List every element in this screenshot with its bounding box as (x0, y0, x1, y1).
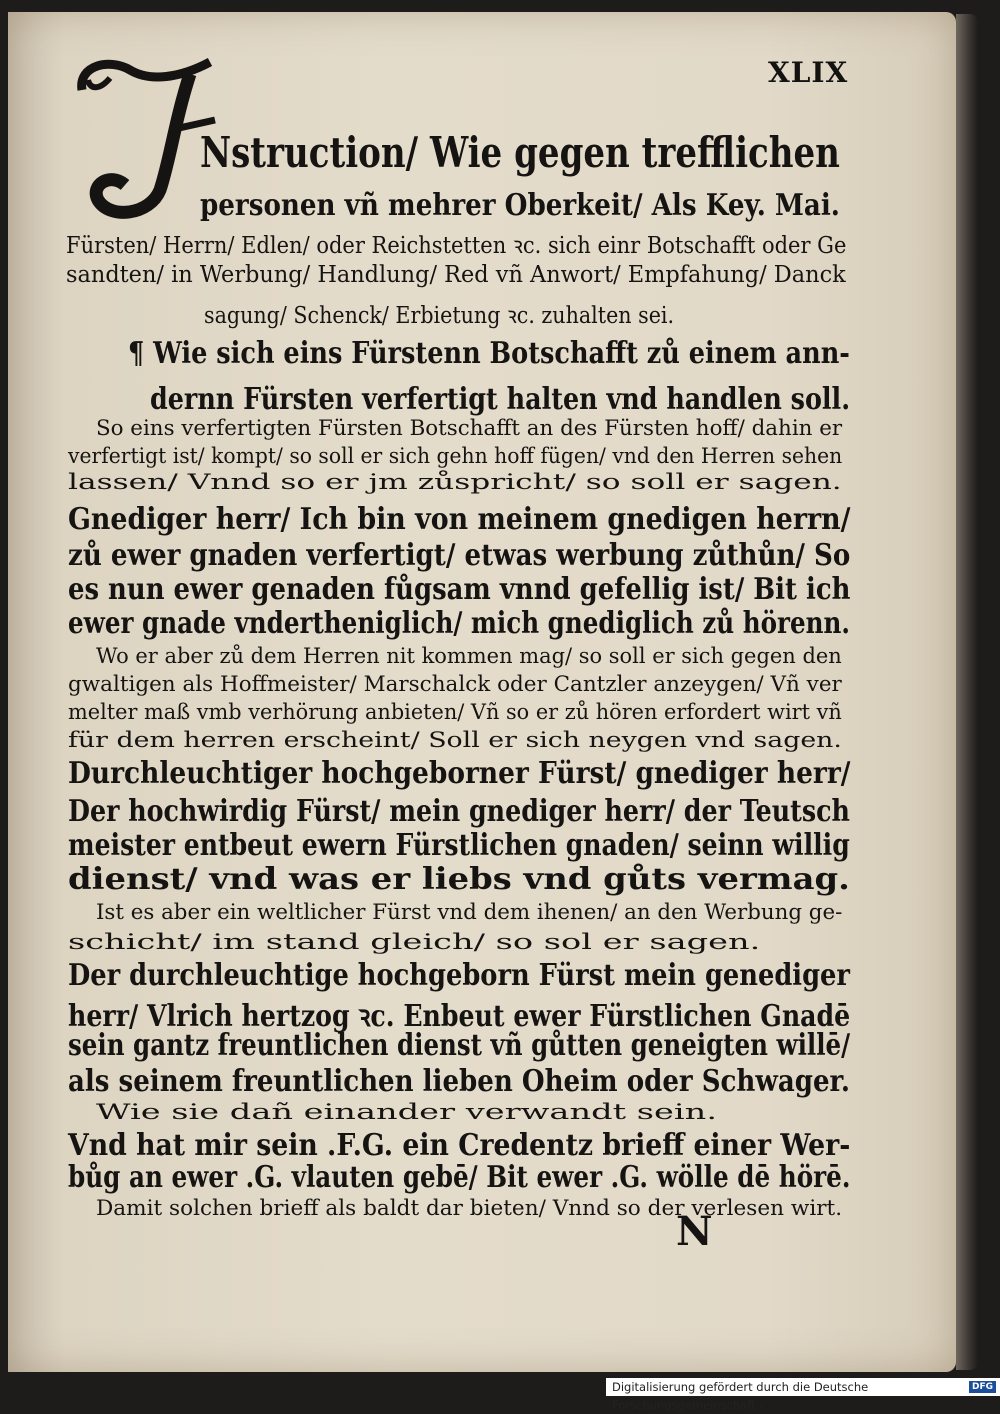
body-line-small: Ist es aber ein weltlicher Fürst vnd dem ihenen/ an den Werbung ge- (96, 900, 843, 924)
body-line-small: Wo er aber zů dem Herren nit kommen mag/ so soll er sich gegen den (96, 644, 842, 668)
folio-number: XLIX (768, 56, 849, 89)
title-line: personen vñ mehrer Oberkeit/ Als Key. Mai. (200, 188, 840, 223)
body-line-small: melter maß vmb verhörung anbieten/ Vñ so er zů hören erfordert wirt vñ (68, 700, 842, 724)
body-line-large: dernn Fürsten verfertigt halten vnd handlen soll. (150, 382, 851, 417)
body-line-large: Gnediger herr/ Ich bin von meinem gnedigen herrn/ (68, 502, 851, 537)
body-line-large: Durchleuchtiger hochgeborner Fürst/ gnediger herr/ (68, 756, 851, 791)
body-line-large: Der hochwirdig Fürst/ mein gnediger herr/ der Teutsch (68, 794, 850, 829)
body-line-large: als seinem freuntlichen lieben Oheim oder Schwager. (68, 1064, 850, 1099)
title-line: sagung/ Schenck/ Erbietung ꝛc. zuhalten sei. (204, 303, 675, 329)
body-line-small: So eins verfertigten Fürsten Botschafft an des Fürsten hoff/ dahin er (96, 416, 843, 440)
body-line-small: Wie sie dañ einander verwandt sein. (96, 1100, 717, 1124)
digitization-footer (606, 1378, 1000, 1412)
page-edge (956, 14, 978, 1370)
body-line-small: lassen/ Vnnd so er jm zůspricht/ so soll er sagen. (68, 470, 842, 494)
footer-text: Digitalisierung gefördert durch die Deutsche Forschungsgemeinschaft - (612, 1380, 869, 1412)
body-line-large: zů ewer gnaden verfertigt/ etwas werbung zůthůn/ So (68, 538, 851, 573)
body-line-small: schicht/ im stand gleich/ so sol er sagen. (68, 930, 761, 954)
body-line-large: ¶ Wie sich eins Fürstenn Botschafft zů einem ann- (128, 336, 850, 371)
title-line: sandten/ in Werbung/ Handlung/ Red vñ Anwort/ Empfahung/ Danck (66, 262, 846, 288)
body-line-small: für dem herren erscheint/ Soll er sich neygen vnd sagen. (68, 728, 842, 752)
title-line: Fürsten/ Herrn/ Edlen/ oder Reichstetten ꝛc. sich einr Botschafft oder Ge (66, 233, 847, 259)
body-line-large: es nun ewer genaden fůgsam vnnd gefellig ist/ Bit ich (68, 572, 851, 607)
body-line-large: herr/ Vlrich hertzog ꝛc. Enbeut ewer Fürstlichen Gnadē (68, 999, 851, 1034)
body-line-large: meister entbeut ewern Fürstlichen gnaden/ seinn willig (68, 828, 850, 863)
body-line-large: ewer gnade vndertheniglich/ mich gnediglich zů hörenn. (68, 606, 850, 641)
body-line-large: Vnd hat mir sein .F.G. ein Credentz brieff einer Wer- (68, 1128, 851, 1163)
dfg-badge: DFG (969, 1381, 996, 1393)
body-line-small: gwaltigen als Hoffmeister/ Marschalck oder Cantzler anzeygen/ Vñ ver (68, 672, 842, 696)
body-line-large: sein gantz freuntlichen dienst vñ gůtten geneigten willē/ (68, 1028, 851, 1063)
body-line-small: verfertigt ist/ kompt/ so soll er sich gehn hoff fügen/ vnd den Herren sehen (68, 444, 843, 468)
body-line-large: dienst/ vnd was er liebs vnd gůts vermag. (68, 862, 850, 897)
body-line-large: bůg an ewer .G. vlauten gebē/ Bit ewer .G. wölle dē hörē. (68, 1160, 851, 1195)
body-line-small: Damit solchen brieff als baldt dar bieten/ Vnnd so der verlesen wirt. (96, 1196, 843, 1220)
title-line: Nstruction/ Wie gegen trefflichen (200, 128, 840, 177)
decorated-initial (70, 50, 220, 220)
catchword: N (676, 1208, 713, 1255)
body-line-large: Der durchleuchtige hochgeborn Fürst mein genediger (68, 958, 850, 993)
